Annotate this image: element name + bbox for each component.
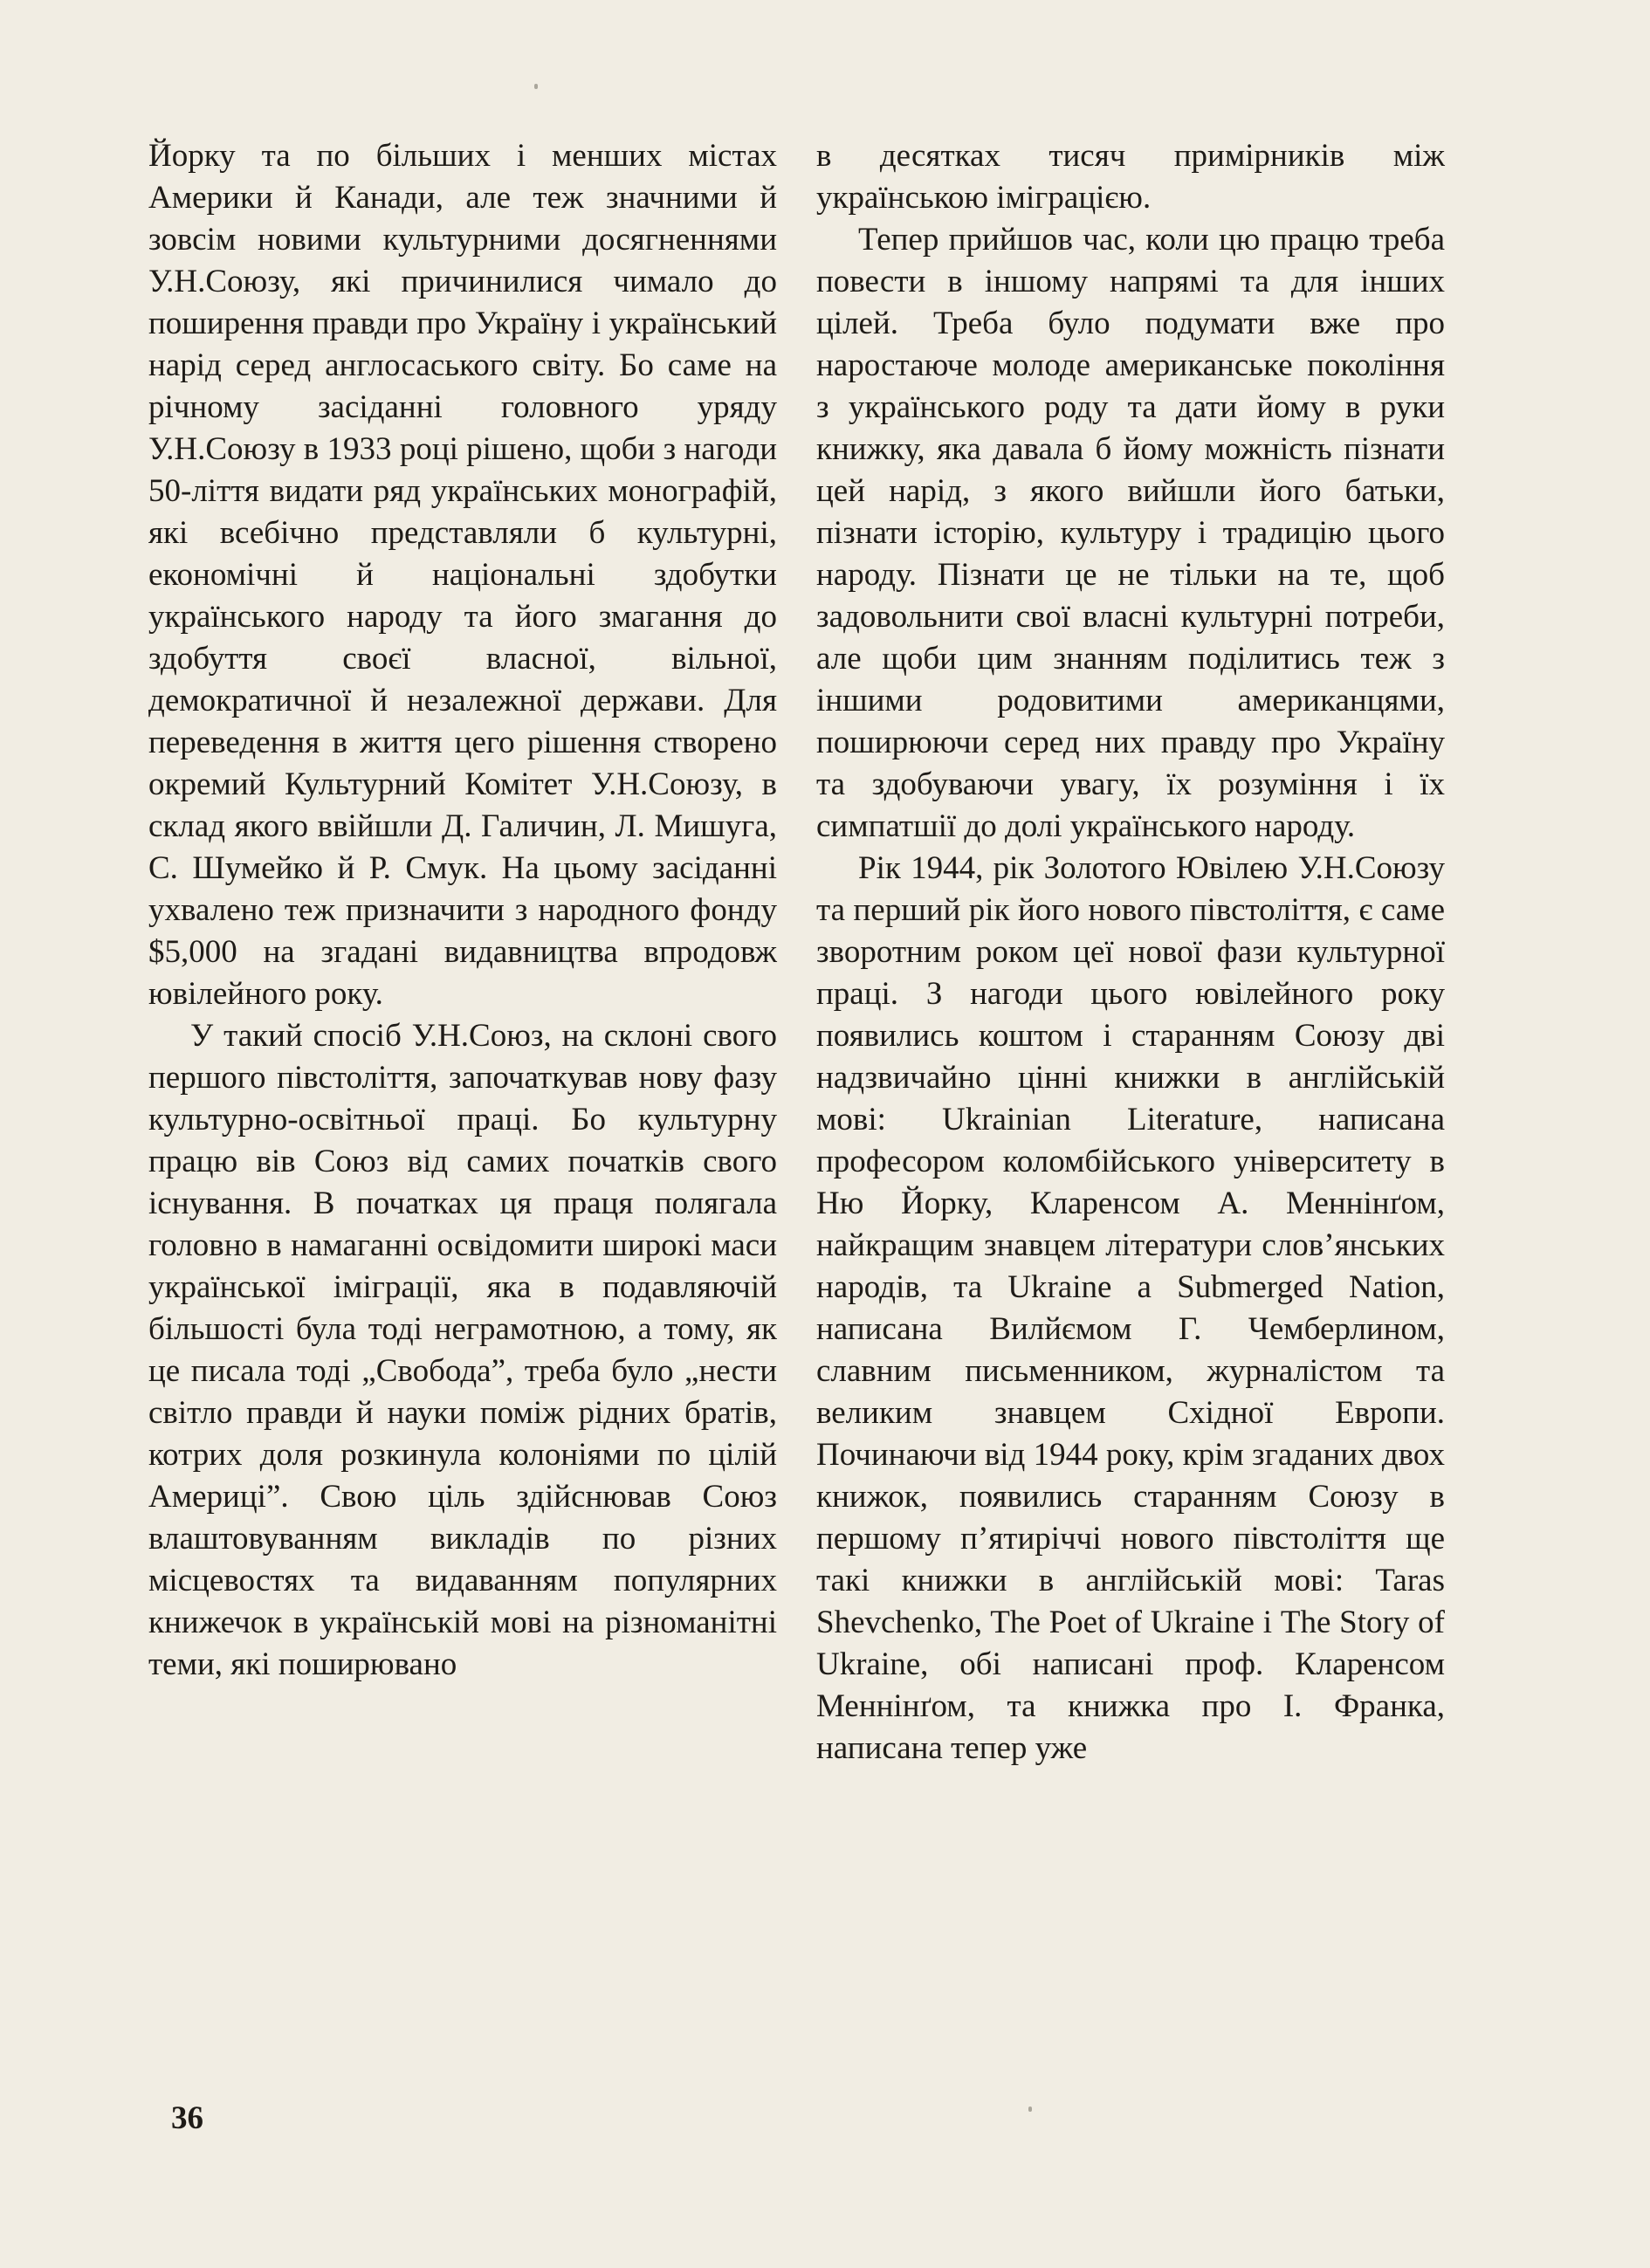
paragraph: в десятках тисяч примірників між українською іміграцією.: [816, 138, 1445, 216]
paragraph: Рік 1944, рік Золотого Ювілею У.Н.Союзу та перший рік його нового півстоліття, є саме зворотним роком цеї нової фази культурної праці. З нагоди цього ювілейного року появились коштом і старанням Союзу дві надзвичайно цінні книжки в англійській мові: Ukrainian Literature, написана професором коломбійського університету в Ню Йорку, Кларенсом А. Меннінґом, найкращим знавцем літератури слов’янських народів, та Ukraine a Submerged Nation, написана Вилйємом Г. Чемберлином, славним письменником, журналістом та великим знавцем Східної Европи. Починаючи від 1944 року, крім згаданих двох книжок, появились старанням Союзу в першому п’ятиріччі нового півстоліття ще такі книжки в англійській мові: Taras Shevchenko, The Poet of Ukraine і The Story of Ukraine, обі написані проф. Кларенсом Меннінґом, та книжка про І. Франка, написана тепер уже: [816, 850, 1445, 1766]
paragraph: Йорку та по більших і менших містах Америки й Канади, але теж значними й зовсім новими культурними досягненнями У.Н.Союзу, які причинилися чимало до поширення правди про Україну і український нарід серед англосаського світу. Бо саме на річному засіданні головного уряду У.Н.Союзу в 1933 році рішено, щоби з нагоди 50-ліття видати ряд українських монографій, які всебічно представляли б культурні, економічні й національні здобутки українського народу та його змагання до здобуття своєї власної, вільної, демократичної й незалежної держави. Для переведення в життя цего рішення створено окремий Культурний Комітет У.Н.Союзу, в склад якого ввійшли Д. Галичин, Л. Мишуга, С. Шумейко й Р. Смук. На цьому засіданні ухвалено теж призначити з народного фонду $5,000 на згадані видавництва впродовж ювілейного року.: [148, 138, 777, 1012]
paragraph: Тепер прийшов час, коли цю працю треба повести в іншому напрямі та для інших цілей. Треба було подумати вже про наростаюче молоде американське покоління з українського роду та дати йому в руки книжку, яка давала б йому можність пізнати цей нарід, з якого вийшли його батьки, пізнати історію, культуру і традицію цього народу. Пізнати це не тільки на те, щоб задовольнити свої власні культурні потреби, але щоби цим знанням поділитись теж з іншими родовитими американцями, поширюючи серед них правду про Україну та здобуваючи увагу, їх розуміння і їх симпатшії до долі українського народу.: [816, 222, 1445, 844]
left-column: [148, 135, 777, 1686]
paragraph: У такий спосіб У.Н.Союз, на склоні свого першого півстоліття, започаткував нову фазу культурно-освітньої праці. Бо культурну працю вів Союз від самих початків свого існування. В початках ця праця полягала головно в намаганні освідомити широкі маси української іміграції, яка в подавляючій більшості була тоді неграмотною, а тому, як це писала тоді „Свобода”, треба було „нести світло правди й науки поміж рідних братів, котрих доля розкинула колоніями по цілій Америці”. Свою ціль здійснював Союз влаштовуванням викладів по різних місцевостях та видаванням популярних книжечок в українській мові на різноманітні теми, які поширювано: [148, 1018, 777, 1682]
right-column: [816, 135, 1445, 1770]
page-number: 36: [171, 2100, 203, 2136]
paper-speck: [534, 84, 538, 89]
paper-speck: [1028, 2106, 1032, 2112]
